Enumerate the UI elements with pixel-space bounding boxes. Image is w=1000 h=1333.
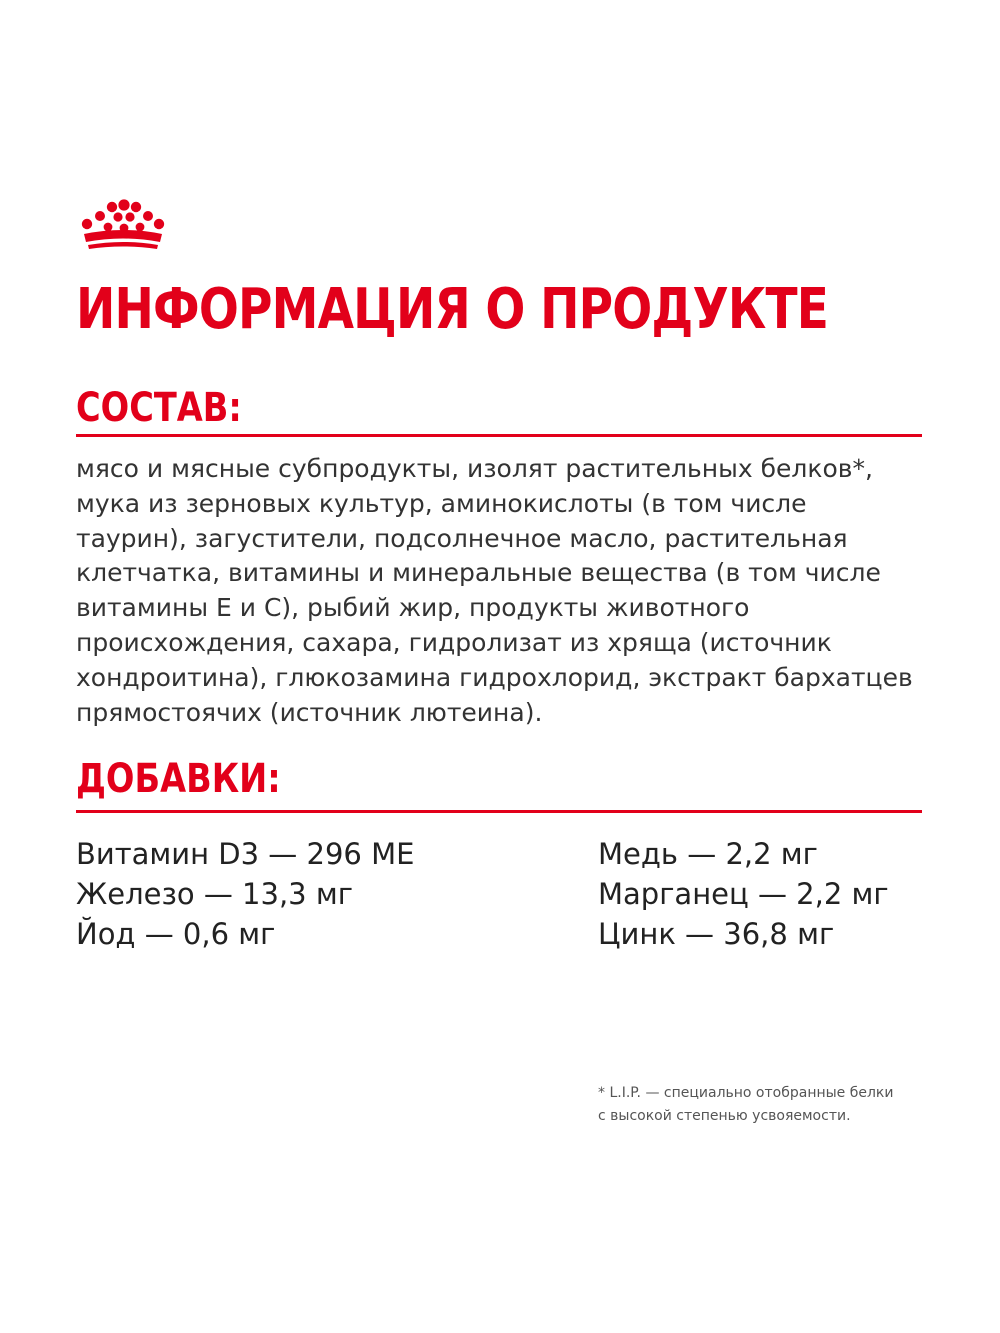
composition-line: витамины Е и С), рыбий жир, продукты животного [76, 593, 750, 623]
footnote-line: с высокой степенью усвояемости. [598, 1108, 851, 1124]
composition-line: прямостоячих (источник лютеина). [76, 697, 543, 727]
footnote [598, 1082, 894, 1128]
additives-heading: ДОБАВКИ: [76, 756, 281, 802]
additive-item: Витамин D3 — 296 МЕ [76, 837, 415, 871]
composition-heading: СОСТАВ: [76, 385, 242, 431]
crown-logo-icon [78, 198, 168, 254]
additives-list [76, 834, 976, 964]
composition-line: происхождения, сахара, гидролизат из хряща (источник [76, 627, 832, 657]
additives-divider [76, 810, 922, 813]
additive-item: Йод — 0,6 мг [76, 917, 276, 951]
page-title: ИНФОРМАЦИЯ О ПРОДУКТЕ [76, 277, 829, 342]
composition-line: мясо и мясные субпродукты, изолят растительных белков*, [76, 454, 873, 483]
composition-text [76, 452, 976, 730]
composition-line: таурин), загустители, подсолнечное масло, растительная [76, 523, 848, 553]
composition-divider [76, 434, 922, 437]
additives-left-column [76, 834, 414, 954]
additive-item: Медь — 2,2 мг [598, 837, 818, 871]
composition-line: мука из зерновых культур, аминокислоты (в том числе [76, 488, 807, 518]
additives-right-column [598, 834, 889, 954]
composition-line: хондроитина), глюкозамина гидрохлорид, экстракт бархатцев [76, 662, 913, 692]
additive-item: Железо — 13,3 мг [76, 877, 353, 911]
additive-item: Цинк — 36,8 мг [598, 917, 835, 951]
footnote-line: * L.I.P. — специально отобранные белки [598, 1085, 894, 1101]
composition-line: клетчатка, витамины и минеральные вещества (в том числе [76, 558, 881, 588]
additive-item: Марганец — 2,2 мг [598, 877, 889, 911]
